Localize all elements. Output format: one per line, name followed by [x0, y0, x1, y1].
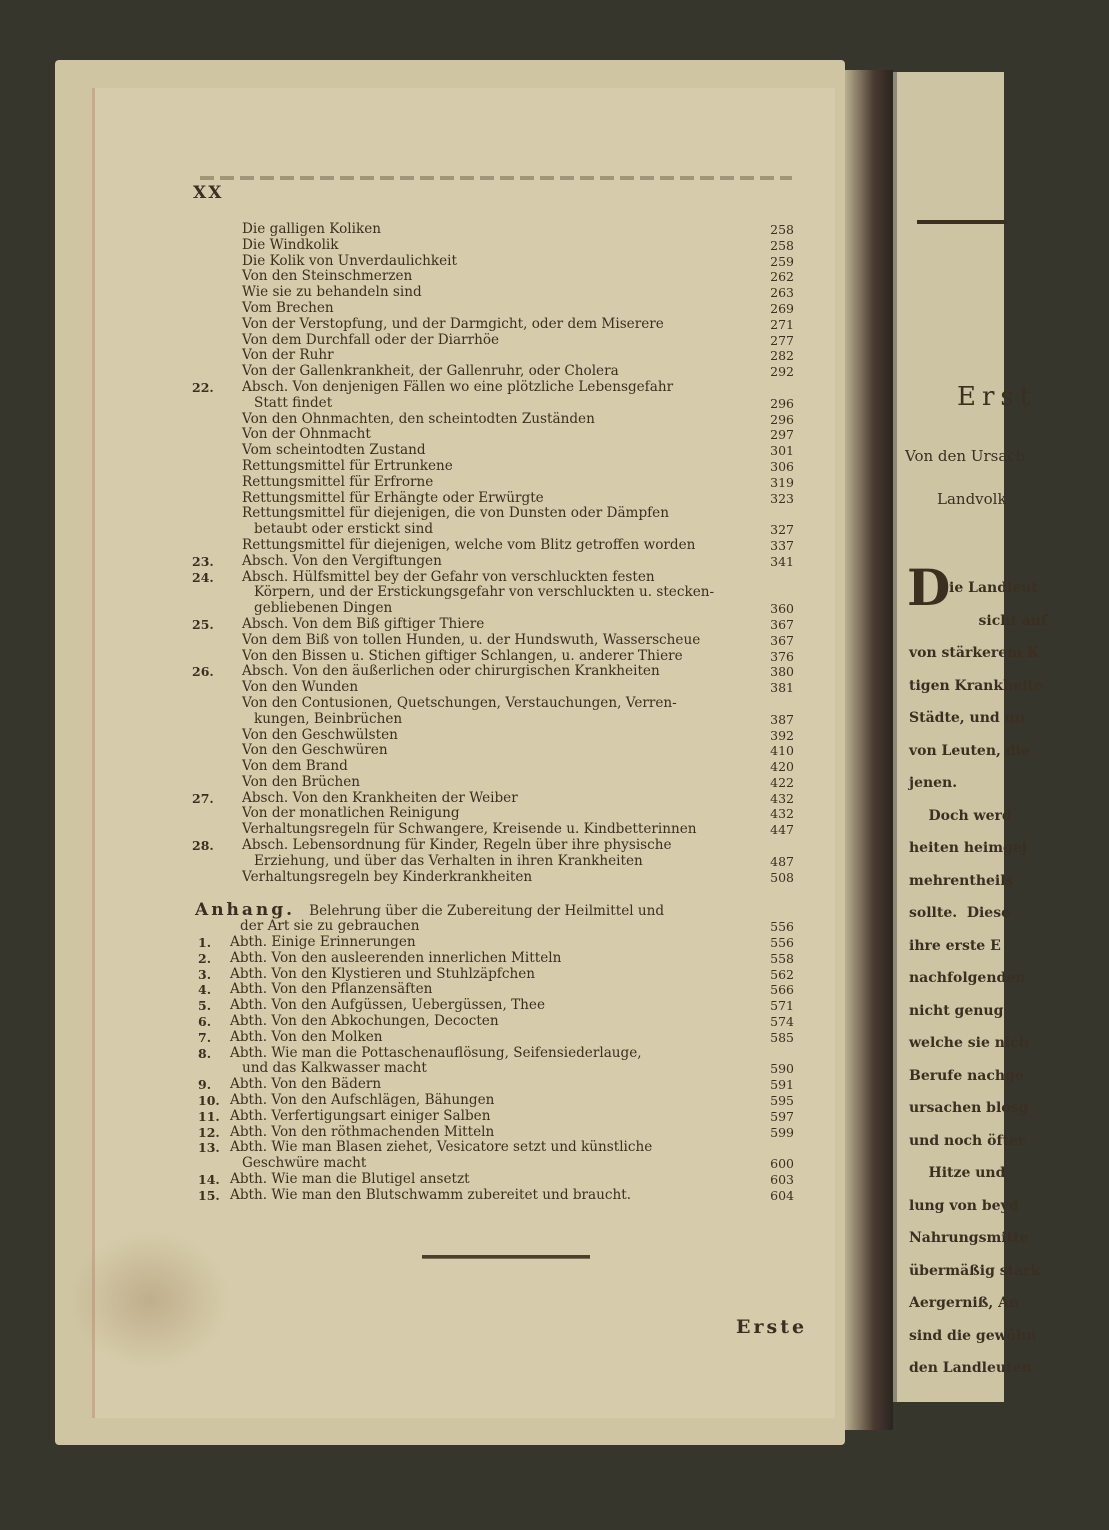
- entry-page: 591: [770, 1077, 794, 1093]
- entry-page: 301: [770, 443, 794, 459]
- entry-page: 367: [770, 632, 794, 648]
- entry-page: 269: [770, 300, 794, 316]
- section-number: 12.: [198, 1124, 220, 1140]
- entry-page: 595: [770, 1093, 794, 1109]
- entry-page: 323: [770, 490, 794, 506]
- entry-title: Rettungsmittel für Erhängte oder Erwürgte: [242, 489, 544, 506]
- toc-entry-line: [190, 759, 802, 775]
- entry-page: 297: [770, 427, 794, 443]
- table-of-contents: [190, 222, 802, 1204]
- section-number: 2.: [198, 950, 212, 966]
- body-line: nachfolgenden: [909, 970, 1026, 986]
- section-number: 27.: [192, 790, 214, 806]
- section-number: 9.: [198, 1077, 212, 1093]
- appendix-title: [240, 919, 420, 935]
- body-line: heiten heimgej: [909, 840, 1027, 856]
- entry-title: Von dem Biß von tollen Hunden, u. der Hundswuth, Wasserscheue: [242, 631, 701, 648]
- toc-entry-line: [190, 380, 802, 396]
- entry-title: Abth. Von den röthmachenden Mitteln: [230, 1123, 495, 1140]
- entry-page: 566: [770, 982, 794, 998]
- entry-page: 367: [770, 616, 794, 632]
- entry-title: Von der Verstopfung, und der Darmgicht, oder dem Miserere: [242, 315, 664, 332]
- body-line: Städte, und un: [909, 710, 1025, 726]
- section-number: 28.: [192, 838, 214, 854]
- section-number: 1.: [198, 935, 212, 951]
- toc-entry-line: [190, 1109, 802, 1125]
- toc-entry-line: [190, 491, 802, 507]
- entry-title: Von den Geschwüren: [242, 742, 388, 759]
- entry-page: 376: [770, 648, 794, 664]
- entry-page: 432: [770, 790, 794, 806]
- toc-entry-line: [190, 1156, 802, 1172]
- entry-page: 556: [770, 935, 794, 951]
- toc-entry-line: [190, 822, 802, 838]
- entry-title: Von dem Brand: [242, 758, 348, 775]
- entry-title: Von der Gallenkrankheit, der Gallenruhr, oder Cholera: [242, 363, 619, 380]
- entry-page: 410: [770, 743, 794, 759]
- entry-title: Absch. Von den Krankheiten der Weiber: [242, 789, 518, 806]
- entry-page: 558: [770, 950, 794, 966]
- toc-entry-line: [190, 998, 802, 1014]
- entry-title: Abth. Verfertigungsart einiger Salben: [230, 1107, 491, 1124]
- toc-entry-line: [190, 951, 802, 967]
- entry-page: 277: [770, 332, 794, 348]
- entry-title: Körpern, und der Erstickungsgefahr von verschluckten u. stecken-: [254, 584, 715, 601]
- toc-entry-line: [190, 554, 802, 570]
- toc-entry-line: [190, 285, 802, 301]
- toc-entry-line: [190, 935, 802, 951]
- entry-title: Abth. Von den Aufgüssen, Uebergüssen, Thee: [230, 997, 545, 1014]
- toc-entry-line: [190, 617, 802, 633]
- body-line: sicht auf: [959, 612, 1048, 629]
- entry-page: 327: [770, 522, 794, 538]
- entry-title: Absch. Von dem Biß giftiger Thiere: [242, 615, 485, 632]
- entry-title: Absch. Von den äußerlichen oder chirurgischen Krankheiten: [242, 663, 660, 680]
- appendix-line: [190, 919, 802, 935]
- entry-title: Abth. Von den Klystieren und Stuhlzäpfchen: [230, 965, 535, 982]
- toc-entry-line: [190, 269, 802, 285]
- catchword: Erste: [736, 1316, 808, 1338]
- entry-page: 571: [770, 998, 794, 1014]
- entry-title: Abth. Von den Molken: [230, 1028, 383, 1045]
- toc-entry-line: [190, 1188, 802, 1204]
- entry-page: 259: [770, 253, 794, 269]
- entry-page: 306: [770, 458, 794, 474]
- entry-page: 603: [770, 1172, 794, 1188]
- toc-entry-line: [190, 364, 802, 380]
- entry-title: Von den Geschwülsten: [242, 726, 398, 743]
- toc-entry-line: [190, 680, 802, 696]
- body-line: den Landleuten: [909, 1360, 1032, 1376]
- body-line: übermäßig stark: [909, 1262, 1041, 1279]
- entry-title: Verhaltungsregeln für Schwangere, Kreisende u. Kindbetterinnen: [242, 821, 697, 838]
- entry-page: 585: [770, 1029, 794, 1045]
- entry-title: Von den Contusionen, Quetschungen, Verstauchungen, Verren-: [242, 694, 677, 711]
- body-line: von Leuten, die: [909, 742, 1030, 759]
- section-number: 23.: [192, 553, 214, 569]
- ornament-rule: [917, 220, 1007, 224]
- drop-cap: D: [907, 558, 951, 617]
- entry-page: 432: [770, 806, 794, 822]
- toc-entry-line: [190, 506, 802, 522]
- entry-page: 600: [770, 1156, 794, 1172]
- entry-title: Von den Brüchen: [242, 773, 361, 790]
- entry-page: 420: [770, 759, 794, 775]
- section-number: 6.: [198, 1014, 212, 1030]
- section-number: 25.: [192, 616, 214, 632]
- paper-stain: [70, 1230, 230, 1370]
- body-line: Hitze und: [909, 1165, 1006, 1181]
- entry-title: Von den Steinschmerzen: [242, 268, 413, 285]
- toc-entry-line: [190, 1172, 802, 1188]
- toc-entry-line: [190, 967, 802, 983]
- toc-entry-line: [190, 222, 802, 238]
- body-line: ie Landleut: [949, 580, 1038, 596]
- entry-title: Abth. Einige Erinnerungen: [230, 934, 416, 951]
- entry-title: Rettungsmittel für Ertrunkene: [242, 457, 453, 474]
- entry-page: 422: [770, 774, 794, 790]
- toc-entry-line: [190, 522, 802, 538]
- entry-title: Abth. Wie man Blasen ziehet, Vesicatore setzt und künstliche: [230, 1139, 653, 1156]
- body-line: und noch öfter: [909, 1132, 1026, 1149]
- entry-title: kungen, Beinbrüchen: [254, 710, 403, 727]
- toc-entry-line: [190, 1014, 802, 1030]
- toc-entry-line: [190, 538, 802, 554]
- body-line: lung von beyd: [909, 1197, 1019, 1214]
- entry-page: 508: [770, 869, 794, 885]
- toc-entry-line: [190, 427, 802, 443]
- toc-entry-line: [190, 475, 802, 491]
- entry-page: 271: [770, 316, 794, 332]
- book-gutter: [845, 70, 893, 1430]
- entry-title: Von der Ruhr: [242, 347, 334, 364]
- entry-title: gebliebenen Dingen: [254, 600, 393, 617]
- entry-title: Absch. Von den Vergiftungen: [242, 552, 442, 569]
- entry-title: betaubt oder erstickt sind: [254, 521, 434, 538]
- entry-title: Verhaltungsregeln bey Kinderkrankheiten: [242, 868, 533, 885]
- section-number: 8.: [198, 1045, 212, 1061]
- appendix-text: der Art sie zu gebrauchen: [240, 918, 420, 935]
- toc-entry-line: [190, 412, 802, 428]
- appendix-text: Belehrung über die Zubereitung der Heilmittel und: [309, 903, 665, 920]
- toc-entry-line: [190, 664, 802, 680]
- toc-entry-line: [190, 1046, 802, 1062]
- toc-entry-line: [190, 1061, 802, 1077]
- toc-entry-line: [190, 333, 802, 349]
- section-number: 3.: [198, 966, 212, 982]
- toc-entry-line: [190, 601, 802, 617]
- toc-entry-line: [190, 570, 802, 586]
- page-number: XX: [193, 183, 224, 203]
- section-number: 24.: [192, 569, 214, 585]
- section-number: 26.: [192, 664, 214, 680]
- toc-entry-line: [190, 870, 802, 886]
- entry-title: Von den Ohnmachten, den scheintodten Zuständen: [242, 410, 595, 427]
- entry-page: 380: [770, 664, 794, 680]
- entry-page: 562: [770, 966, 794, 982]
- toc-entry-line: [190, 743, 802, 759]
- entry-page: 599: [770, 1124, 794, 1140]
- entry-title: Vom Brechen: [242, 299, 334, 316]
- entry-page: 258: [770, 222, 794, 237]
- entry-title: Abth. Von den Pflanzensäften: [230, 981, 433, 998]
- header-rule: [200, 176, 792, 180]
- entry-title: Absch. Hülfsmittel bey der Gefahr von verschluckten festen: [242, 568, 655, 585]
- toc-entry-line: [190, 982, 802, 998]
- body-line: Nahrungsmitte: [909, 1230, 1029, 1246]
- entry-page: 319: [770, 474, 794, 490]
- toc-entry-line: [190, 775, 802, 791]
- entry-page: 341: [770, 553, 794, 569]
- body-line: Doch werd: [909, 807, 1012, 824]
- entry-title: und das Kalkwasser macht: [242, 1060, 427, 1077]
- entry-page: 282: [770, 348, 794, 364]
- entry-title: Rettungsmittel für Erfrorne: [242, 473, 434, 490]
- entry-title: Die galligen Koliken: [242, 221, 381, 237]
- body-line: ursachen blosg: [909, 1100, 1029, 1116]
- entry-page: 487: [770, 853, 794, 869]
- entry-page: 292: [770, 364, 794, 380]
- entry-page: 360: [770, 601, 794, 617]
- entry-title: Vom scheintodten Zustand: [242, 442, 426, 459]
- body-line: sollte. Diese: [909, 905, 1011, 921]
- entry-page: 392: [770, 727, 794, 743]
- toc-entry-line: [190, 696, 802, 712]
- entry-title: Abth. Wie man den Blutschwamm zubereitet und braucht.: [230, 1186, 632, 1203]
- entry-title: Von der Ohnmacht: [242, 426, 371, 443]
- toc-entry-line: [190, 1093, 802, 1109]
- entry-page: 263: [770, 285, 794, 301]
- entry-page: 447: [770, 822, 794, 838]
- entry-page: 258: [770, 237, 794, 253]
- section-number: 15.: [198, 1187, 220, 1203]
- entry-title: Von den Bissen u. Stichen giftiger Schlangen, u. anderer Thiere: [242, 647, 683, 664]
- chapter-subtitle-line: Von den Ursach: [905, 447, 1026, 465]
- section-number: 5.: [198, 998, 212, 1014]
- body-text: [909, 572, 1109, 1385]
- toc-entry-line: [190, 838, 802, 854]
- toc-entry-line: [190, 317, 802, 333]
- toc-entry-line: [190, 712, 802, 728]
- entry-title: Absch. Lebensordnung für Kinder, Regeln über ihre physische: [242, 837, 672, 854]
- section-number: 7.: [198, 1029, 212, 1045]
- entry-title: Wie sie zu behandeln sind: [242, 284, 422, 301]
- chapter-subtitle-line: Landvolk: [937, 490, 1007, 508]
- entry-page: 387: [770, 711, 794, 727]
- section-number: 4.: [198, 982, 212, 998]
- entry-page: 604: [770, 1187, 794, 1203]
- entry-page: 574: [770, 1014, 794, 1030]
- entry-page: 556: [770, 919, 794, 935]
- entry-title: Erziehung, und über das Verhalten in ihren Krankheiten: [254, 852, 643, 869]
- right-page: [893, 72, 1048, 1402]
- chapter-heading: Erst: [957, 382, 1037, 412]
- entry-title: Von den Wunden: [242, 679, 359, 696]
- body-line: jenen.: [909, 775, 958, 791]
- toc-entry-line: [190, 1030, 802, 1046]
- entry-page: 262: [770, 269, 794, 285]
- toc-entry-line: [190, 649, 802, 665]
- entry-page: 590: [770, 1061, 794, 1077]
- toc-entry-line: [190, 585, 802, 601]
- entry-page: 337: [770, 537, 794, 553]
- entry-page: 296: [770, 395, 794, 411]
- toc-entry-line: [190, 301, 802, 317]
- body-line: mehrentheils: [909, 872, 1014, 889]
- entry-title: Abth. Wie man die Blutigel ansetzt: [230, 1171, 470, 1188]
- toc-entry-line: [190, 791, 802, 807]
- toc-entry-line: [190, 254, 802, 270]
- toc-entry-line: [190, 348, 802, 364]
- entry-title: Absch. Von denjenigen Fällen wo eine plötzliche Lebensgefahr: [242, 378, 674, 395]
- section-number: 10.: [198, 1093, 220, 1109]
- entry-title: Die Windkolik: [242, 236, 339, 253]
- body-line: welche sie nich: [909, 1035, 1029, 1051]
- entry-page: 597: [770, 1108, 794, 1124]
- body-line: Berufe nachge: [909, 1067, 1024, 1084]
- toc-entry-line: [190, 238, 802, 254]
- end-rule: [422, 1255, 590, 1259]
- body-line: sind die gewöhn: [909, 1327, 1037, 1344]
- entry-title: Abth. Wie man die Pottaschenauflösung, Seifensiederlauge,: [230, 1044, 642, 1061]
- appendix-line: [190, 900, 802, 921]
- entry-title: Rettungsmittel für diejenigen, die von Dunsten oder Dämpfen: [242, 505, 669, 522]
- entry-title: Von dem Durchfall oder der Diarrhöe: [242, 331, 500, 348]
- toc-entry-line: [190, 1125, 802, 1141]
- toc-entry-line: [190, 854, 802, 870]
- toc-entry-line: [190, 806, 802, 822]
- entry-title: Abth. Von den Aufschlägen, Bähungen: [230, 1092, 495, 1109]
- entry-page: 296: [770, 411, 794, 427]
- section-number: 11.: [198, 1108, 220, 1124]
- entry-title: Die Kolik von Unverdaulichkeit: [242, 252, 457, 269]
- toc-entry-line: [190, 443, 802, 459]
- entry-title: Statt findet: [254, 394, 333, 411]
- entry-title: Rettungsmittel für diejenigen, welche vom Blitz getroffen worden: [242, 536, 696, 553]
- toc-entry-line: [190, 728, 802, 744]
- toc-entry-line: [190, 459, 802, 475]
- toc-entry-line: [190, 396, 802, 412]
- body-line: von stärkerem K: [909, 645, 1040, 661]
- body-line: Aergerniß, An: [909, 1295, 1020, 1311]
- section-number: 22.: [192, 379, 214, 395]
- section-number: 14.: [198, 1172, 220, 1188]
- entry-title: Abth. Von den Abkochungen, Decocten: [230, 1013, 499, 1030]
- entry-page: 381: [770, 680, 794, 696]
- entry-title: Abth. Von den ausleerenden innerlichen Mitteln: [230, 949, 562, 966]
- appendix-label: Anhang.: [195, 900, 296, 921]
- toc-entry-line: [190, 1140, 802, 1156]
- toc-entry-line: [190, 633, 802, 649]
- toc-entry-line: [190, 1077, 802, 1093]
- body-line: tigen Krankheite: [909, 677, 1043, 694]
- section-number: 13.: [198, 1140, 220, 1156]
- entry-title: Abth. Von den Bädern: [230, 1076, 382, 1093]
- entry-title: Von der monatlichen Reinigung: [242, 805, 460, 822]
- body-line: nicht genug: [909, 1002, 1004, 1019]
- body-line: ihre erste E: [909, 937, 1001, 954]
- entry-title: Geschwüre macht: [242, 1155, 367, 1172]
